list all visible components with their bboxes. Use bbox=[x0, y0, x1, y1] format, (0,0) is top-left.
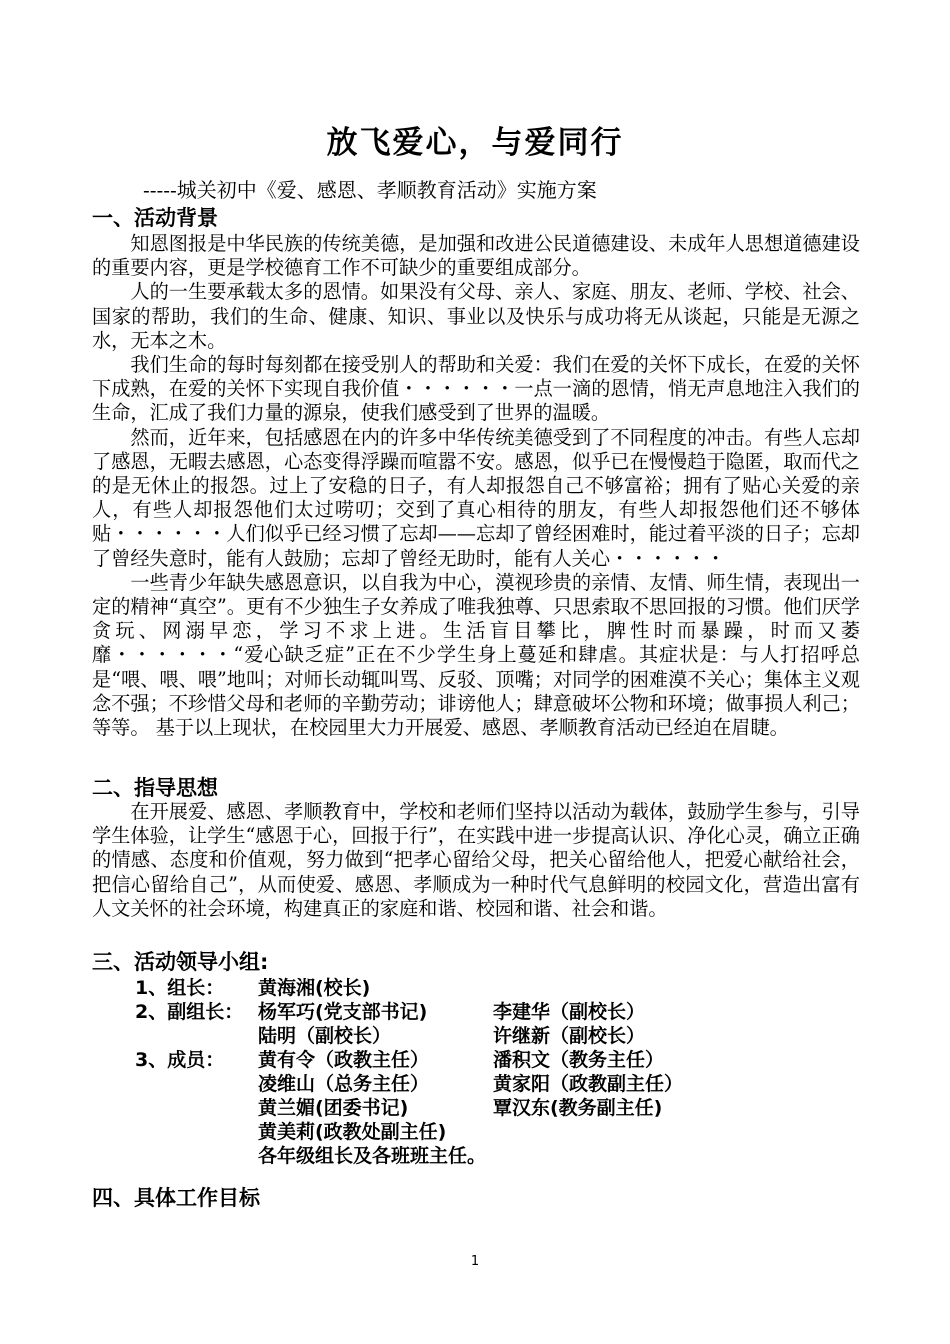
roster-deputy: 陆明（副校长） bbox=[258, 1025, 392, 1047]
paragraph: 一些青少年缺失感恩意识，以自我为中心，漠视珍贵的亲情、友情、师生情，表现出一定的精神“真空”。更有不少独生子女养成了唯我独尊、只思索取不思回报的习惯。他们厌学贪玩、网溺早恋，学习不求上进。生活盲目攀比，脾性时而暴躁，时而又萎靡・・・・・・“爱心缺乏症”正在不少学生身上蔓延和肆虐。其症状是：与人打招呼总是“喂、喂、喂”地叫；对师长动辄叫骂、反驳、顶嘴；对同学的困难漠不关心；集体主义观念不强；不珍惜父母和老师的辛勤劳动；诽谤他人；肆意破坏公物和环境；做事损人利己；等等。 基于以上现状，在校园里大力开展爱、感恩、孝顺教育活动已经迫在眉睫。 bbox=[92, 570, 860, 740]
roster-member: 凌维山（总务主任） bbox=[258, 1073, 430, 1095]
roster-member: 黄家阳（政教副主任） bbox=[493, 1073, 684, 1095]
roster-leader: 黄海湘(校长) bbox=[258, 977, 371, 999]
section-heading-background: 一、活动背景 bbox=[92, 206, 218, 230]
roster-member: 潘积文（教务主任） bbox=[493, 1049, 665, 1071]
paragraph: 我们生命的每时每刻都在接受别人的帮助和关爱：我们在爱的关怀下成长，在爱的关怀下成熟，在爱的关怀下实现自我价值・・・・・・一点一滴的恩情，悄无声息地注入我们的生命，汇成了我们力量的源泉，使我们感受到了世界的温暖。 bbox=[92, 353, 860, 425]
paragraph: 人的一生要承载太多的恩情。如果没有父母、亲人、家庭、朋友、老师、学校、社会、国家的帮助，我们的生命、健康、知识、事业以及快乐与成功将无从谈起，只能是无源之水，无本之木。 bbox=[92, 280, 860, 352]
document-subtitle: -----城关初中《爱、感恩、孝顺教育活动》实施方案 bbox=[143, 178, 597, 202]
roster-label-leader: 1、组长： bbox=[135, 977, 225, 999]
paragraph: 在开展爱、感恩、孝顺教育中，学校和老师们坚持以活动为载体，鼓励学生参与，引导学生体验，让学生“感恩于心，回报于行”，在实践中进一步提高认识、净化心灵，确立正确的情感、态度和价值观，努力做到“把孝心留给父母，把关心留给他人，把爱心献给社会，把信心留给自己”，从而使爱、感恩、孝顺成为一种时代气息鲜明的校园文化，营造出富有人文关怀的社会环境，构建真正的家庭和谐、校园和谐、社会和谐。 bbox=[92, 800, 860, 920]
section-body-guiding-ideology bbox=[92, 800, 860, 921]
document-title: 放飞爱心，与爱同行 bbox=[326, 125, 624, 161]
paragraph: 知恩图报是中华民族的传统美德，是加强和改进公民道德建设、未成年人思想道德建设的重要内容，更是学校德育工作不可缺少的重要组成部分。 bbox=[92, 232, 860, 280]
roster-label-members: 3、成员： bbox=[135, 1049, 225, 1071]
section-heading-guiding-ideology: 二、指导思想 bbox=[92, 776, 218, 800]
section-body-background bbox=[92, 232, 860, 740]
roster-deputy: 许继新（副校长） bbox=[493, 1025, 646, 1047]
roster-member: 黄兰媚(团委书记) bbox=[258, 1097, 409, 1119]
roster-member: 覃汉东(教务副主任) bbox=[493, 1097, 663, 1119]
paragraph: 然而，近年来，包括感恩在内的许多中华传统美德受到了不同程度的冲击。有些人忘却了感恩，无暇去感恩，心态变得浮躁而喧嚣不安。感恩，似乎已在慢慢趋于隐匿，取而代之的是无休止的报怨。过上了安稳的日子，有人却报怨自己不够富裕；拥有了贴心关爱的亲人，有些人却报怨他们太过唠叨；交到了真心相待的朋友，有些人却报怨他们还不够体贴・・・・・・人们似乎已经习惯了忘却——忘却了曾经困难时，能过着平淡的日子；忘却了曾经失意时，能有人鼓励；忘却了曾经无助时，能有人关心・・・・・・ bbox=[92, 425, 860, 570]
roster-label-deputy: 2、副组长： bbox=[135, 1001, 244, 1023]
page-number: 1 bbox=[470, 1254, 480, 1269]
section-heading-work-goals: 四、具体工作目标 bbox=[92, 1186, 260, 1210]
section-heading-leadership-group: 三、活动领导小组: bbox=[92, 950, 269, 974]
roster-closing: 各年级组长及各班班主任。 bbox=[258, 1145, 487, 1167]
roster-deputy: 李建华（副校长） bbox=[493, 1001, 646, 1023]
roster-member: 黄美莉(政教处副主任) bbox=[258, 1121, 447, 1143]
roster-member: 黄有令（政教主任） bbox=[258, 1049, 430, 1071]
roster-deputy: 杨军巧(党支部书记) bbox=[258, 1001, 428, 1023]
